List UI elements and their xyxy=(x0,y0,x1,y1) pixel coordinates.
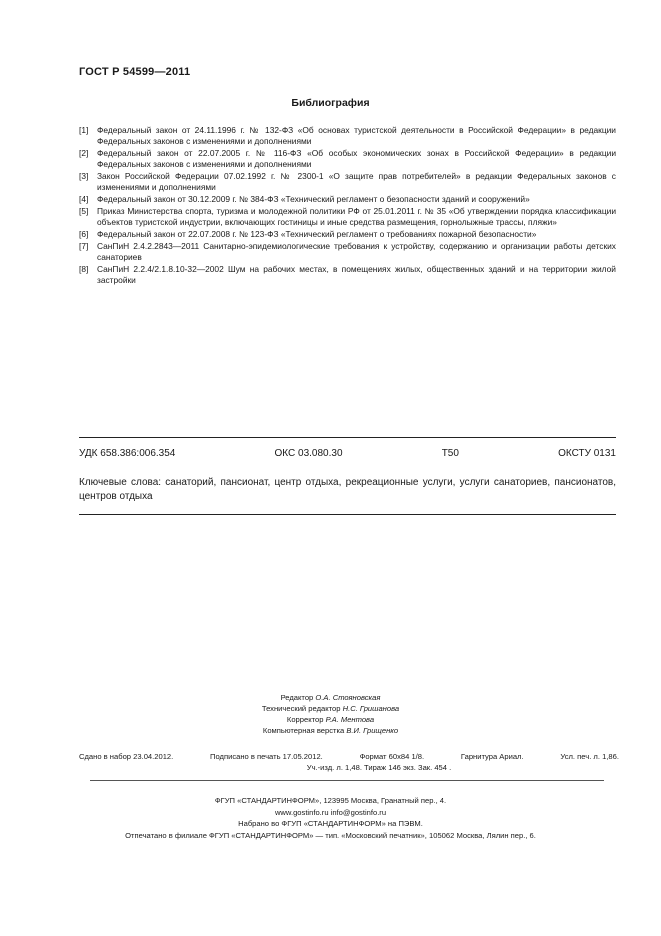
item-text: Приказ Министерства спорта, туризма и молодежной политики РФ от 25.01.2011 г. № 35 «Об утверждении порядка классификации объектов туристской индустрии, включающих гостиницы и иные средства размещения, горнолыжные трассы, пляжи» xyxy=(97,206,616,227)
item-text: Федеральный закон от 22.07.2008 г. № 123-ФЗ «Технический регламент о требованиях пожарной безопасности» xyxy=(97,229,537,239)
print-font: Гарнитура Ариал. xyxy=(460,752,524,761)
standard-id: ГОСТ Р 54599—2011 xyxy=(79,66,191,78)
keywords: Ключевые слова: санаторий, пансионат, центр отдыха, рекреационные услуги, услуги санаториев, пансионатов, центров отдыха xyxy=(79,477,616,502)
print-info xyxy=(79,751,619,773)
item-number: [4] xyxy=(79,194,89,204)
credits xyxy=(0,692,661,736)
item-number: [6] xyxy=(79,229,89,239)
print-row xyxy=(79,751,619,762)
credit-proofreader: Корректор Р.А. Ментова xyxy=(286,715,375,724)
bibliography-item xyxy=(79,229,616,240)
credit-tech-editor: Технический редактор Н.С. Гришанова xyxy=(261,704,400,713)
publisher-address: ФГУП «СТАНДАРТИНФОРМ», 123995 Москва, Гранатный пер., 4. xyxy=(214,796,447,805)
bibliography-item xyxy=(79,125,616,147)
bibliography-item xyxy=(79,194,616,205)
okstu-code: ОКСТУ 0131 xyxy=(558,448,616,459)
item-number: [5] xyxy=(79,206,89,216)
print-sent: Сдано в набор 23.04.2012. xyxy=(79,752,174,761)
item-number: [8] xyxy=(79,264,89,274)
credit-layout: Компьютерная верстка В.И. Грищенко xyxy=(262,726,399,735)
bottom-divider xyxy=(79,514,616,515)
oks-code: ОКС 03.080.30 xyxy=(274,448,343,459)
bibliography-title: Библиография xyxy=(291,97,370,109)
top-divider xyxy=(79,437,616,438)
print-signed: Подписано в печать 17.05.2012. xyxy=(210,752,323,761)
item-text: СанПиН 2.4.2.2843—2011 Санитарно-эпидемиологические требования к устройству, содержанию и организации работы детских санаториев xyxy=(97,241,616,262)
item-text: СанПиН 2.2.4/2.1.8.10-32—2002 Шум на рабочих местах, в помещениях жилых, общественных зданий и на территории жилой застройки xyxy=(97,264,616,285)
item-text: Закон Российской Федерации 07.02.1992 г. № 2300-1 «О защите прав потребителей» в редакции Федеральных законов с изменениями и дополнениями xyxy=(97,171,616,192)
publisher-typeset: Набрано во ФГУП «СТАНДАРТИНФОРМ» на ПЭВМ. xyxy=(238,819,423,828)
publisher-info xyxy=(0,795,661,841)
publisher-divider xyxy=(90,780,604,781)
bibliography-item xyxy=(79,264,616,286)
item-number: [7] xyxy=(79,241,89,251)
credit-editor: Редактор О.А. Стояновская xyxy=(280,693,381,702)
item-text: Федеральный закон от 30.12.2009 г. № 384-ФЗ «Технический регламент о безопасности зданий и сооружений» xyxy=(97,194,530,204)
bibliography-item xyxy=(79,206,616,228)
item-number: [2] xyxy=(79,148,89,158)
print-format: Формат 60x84 1/8. xyxy=(359,752,425,761)
item-number: [1] xyxy=(79,125,89,135)
bibliography-item xyxy=(79,241,616,263)
item-text: Федеральный закон от 24.11.1996 г. № 132-ФЗ «Об основах туристской деятельности в Российской Федерации» в редакции Федеральных законов с изменениями и дополнениями xyxy=(97,125,616,146)
t-code: Т50 xyxy=(441,448,459,459)
bibliography-list xyxy=(79,125,616,287)
bibliography-item xyxy=(79,148,616,170)
publisher-web: www.gostinfo.ru info@gostinfo.ru xyxy=(274,807,387,817)
item-number: [3] xyxy=(79,171,89,181)
print-row-2: Уч.-изд. л. 1,48. Тираж 146 экз. Зак. 454 . xyxy=(306,763,452,772)
item-text: Федеральный закон от 22.07.2005 г. № 116-ФЗ «Об особых экономических зонах в Российской Федерации» в редакции Федеральных законов с изменениями и дополнениями xyxy=(97,148,616,169)
udk-code: УДК 658.386:006.354 xyxy=(79,448,176,459)
publisher-printed: Отпечатано в филиале ФГУП «СТАНДАРТИНФОРМ» — тип. «Московский печатник», 105062 Москва, Лялин пер., 6. xyxy=(125,830,536,840)
bibliography-item xyxy=(79,171,616,193)
print-sheets: Усл. печ. л. 1,86. xyxy=(560,752,619,761)
classification-codes xyxy=(79,448,616,459)
